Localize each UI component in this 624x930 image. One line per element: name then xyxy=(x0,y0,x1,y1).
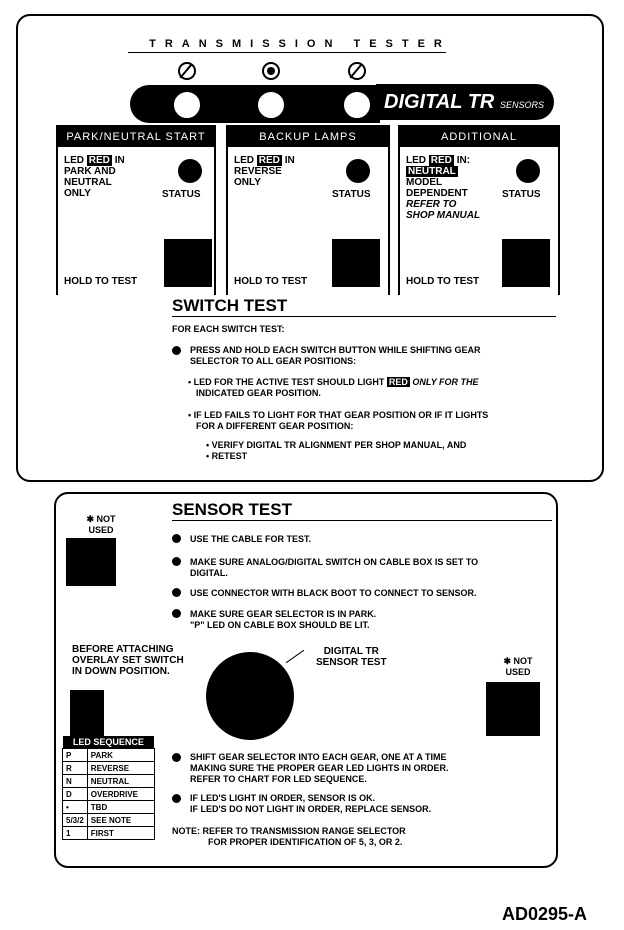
step-bullet-icon xyxy=(172,609,181,618)
status-label: STATUS xyxy=(332,189,371,200)
lamp-light xyxy=(342,90,372,120)
status-label: STATUS xyxy=(162,189,201,200)
status-led xyxy=(346,159,370,183)
column-text: LED RED IN: NEUTRAL MODEL DEPENDENT REFER TO SHOP MANUAL xyxy=(406,155,481,221)
switch-bullet-1: • LED FOR THE ACTIVE TEST SHOULD LIGHT RED ONLY FOR THE INDICATED GEAR POSITION. xyxy=(188,377,479,398)
brand-label: DIGITAL TR SENSORS xyxy=(376,84,554,120)
sensor-step-4: MAKE SURE GEAR SELECTOR IS IN PARK. "P" LED ON CABLE BOX SHOULD BE LIT. xyxy=(190,609,377,630)
table-row: 1 FIRST xyxy=(63,827,155,840)
not-used-square xyxy=(66,538,116,586)
before-attaching-note: BEFORE ATTACHING OVERLAY SET SWITCH IN DOWN POSITION. xyxy=(72,644,184,677)
lamp-light xyxy=(172,90,202,120)
column-heading: ADDITIONAL xyxy=(400,127,558,147)
switch-subbullets: • VERIFY DIGITAL TR ALIGNMENT PER SHOP MANUAL, AND • RETEST xyxy=(206,440,467,461)
sensor-step-2: MAKE SURE ANALOG/DIGITAL SWITCH ON CABLE BOX IS SET TO DIGITAL. xyxy=(190,557,479,578)
table-row: N NEUTRAL xyxy=(63,775,155,788)
step-bullet-icon xyxy=(172,753,181,762)
status-led xyxy=(178,159,202,183)
status-label: STATUS xyxy=(502,189,541,200)
column-heading: BACKUP LAMPS xyxy=(228,127,388,147)
title-underline xyxy=(172,520,552,521)
indicator-off-icon xyxy=(348,62,366,80)
not-used-label: ✱ NOT USED xyxy=(503,656,533,677)
sensor-step-3: USE CONNECTOR WITH BLACK BOOT TO CONNECT TO SENSOR. xyxy=(190,588,477,598)
hold-to-test-button[interactable] xyxy=(332,239,380,287)
not-used-square xyxy=(486,682,540,736)
step-bullet-icon xyxy=(172,557,181,566)
not-used-label: ✱ NOT USED xyxy=(86,514,116,535)
hold-label: HOLD TO TEST xyxy=(234,276,308,287)
hold-label: HOLD TO TEST xyxy=(406,276,480,287)
hold-label: HOLD TO TEST xyxy=(64,276,138,287)
table-row: D OVERDRIVE xyxy=(63,788,155,801)
switch-step-1: PRESS AND HOLD EACH SWITCH BUTTON WHILE SHIFTING GEAR SELECTOR TO ALL GEAR POSITIONS: xyxy=(190,345,481,366)
sensor-step-1: USE THE CABLE FOR TEST. xyxy=(190,534,312,544)
step-bullet-icon xyxy=(172,346,181,355)
led-sequence-head: LED SEQUENCE xyxy=(63,736,155,749)
backup-lamps-column xyxy=(226,125,390,295)
step-bullet-icon xyxy=(172,588,181,597)
title-underline xyxy=(172,316,556,317)
column-heading: PARK/NEUTRAL START xyxy=(58,127,214,147)
lamp-light xyxy=(256,90,286,120)
step-bullet-icon xyxy=(172,534,181,543)
table-row: 5/3/2 SEE NOTE xyxy=(63,814,155,827)
figure-code: AD0295-A xyxy=(502,904,588,924)
tester-title: TRANSMISSION TESTER xyxy=(149,38,451,50)
switch-bullet-2: • IF LED FAILS TO LIGHT FOR THAT GEAR POSITION OR IF IT LIGHTS FOR A DIFFERENT GEAR POSITION: xyxy=(188,410,489,431)
sensor-step-6: IF LED'S LIGHT IN ORDER, SENSOR IS OK. IF LED'S DO NOT LIGHT IN ORDER, REPLACE SENSOR. xyxy=(190,793,432,814)
set-switch[interactable] xyxy=(70,690,104,736)
sensor-note: NOTE: REFER TO TRANSMISSION RANGE SELECTOR FOR PROPER IDENTIFICATION OF 5, 3, OR 2. xyxy=(172,826,406,847)
sensor-test-title: SENSOR TEST xyxy=(172,500,292,519)
sensor-step-5: SHIFT GEAR SELECTOR INTO EACH GEAR, ONE AT A TIME MAKING SURE THE PROPER GEAR LED LIGHTS IN ORDER. REFER TO CHART FOR LED SEQUENCE. xyxy=(190,752,449,784)
switch-test-title: SWITCH TEST xyxy=(172,296,288,315)
hold-to-test-button[interactable] xyxy=(164,239,212,287)
hold-to-test-button[interactable] xyxy=(502,239,550,287)
step-bullet-icon xyxy=(172,794,181,803)
led-sequence-table xyxy=(62,736,155,840)
column-text: LED RED IN REVERSE ONLY xyxy=(234,155,295,188)
park-neutral-column xyxy=(56,125,216,295)
indicator-on-icon xyxy=(262,62,280,80)
column-text: LED RED IN PARK AND NEUTRAL ONLY xyxy=(64,155,125,199)
switch-intro: FOR EACH SWITCH TEST: xyxy=(172,324,285,334)
title-underline xyxy=(128,52,446,53)
sensor-test-circle xyxy=(206,652,294,740)
table-row: P PARK xyxy=(63,749,155,762)
indicator-off-icon xyxy=(178,62,196,80)
additional-column xyxy=(398,125,560,295)
table-row: R REVERSE xyxy=(63,762,155,775)
table-row: • TBD xyxy=(63,801,155,814)
status-led xyxy=(516,159,540,183)
sensor-test-label: DIGITAL TR SENSOR TEST xyxy=(316,646,387,668)
